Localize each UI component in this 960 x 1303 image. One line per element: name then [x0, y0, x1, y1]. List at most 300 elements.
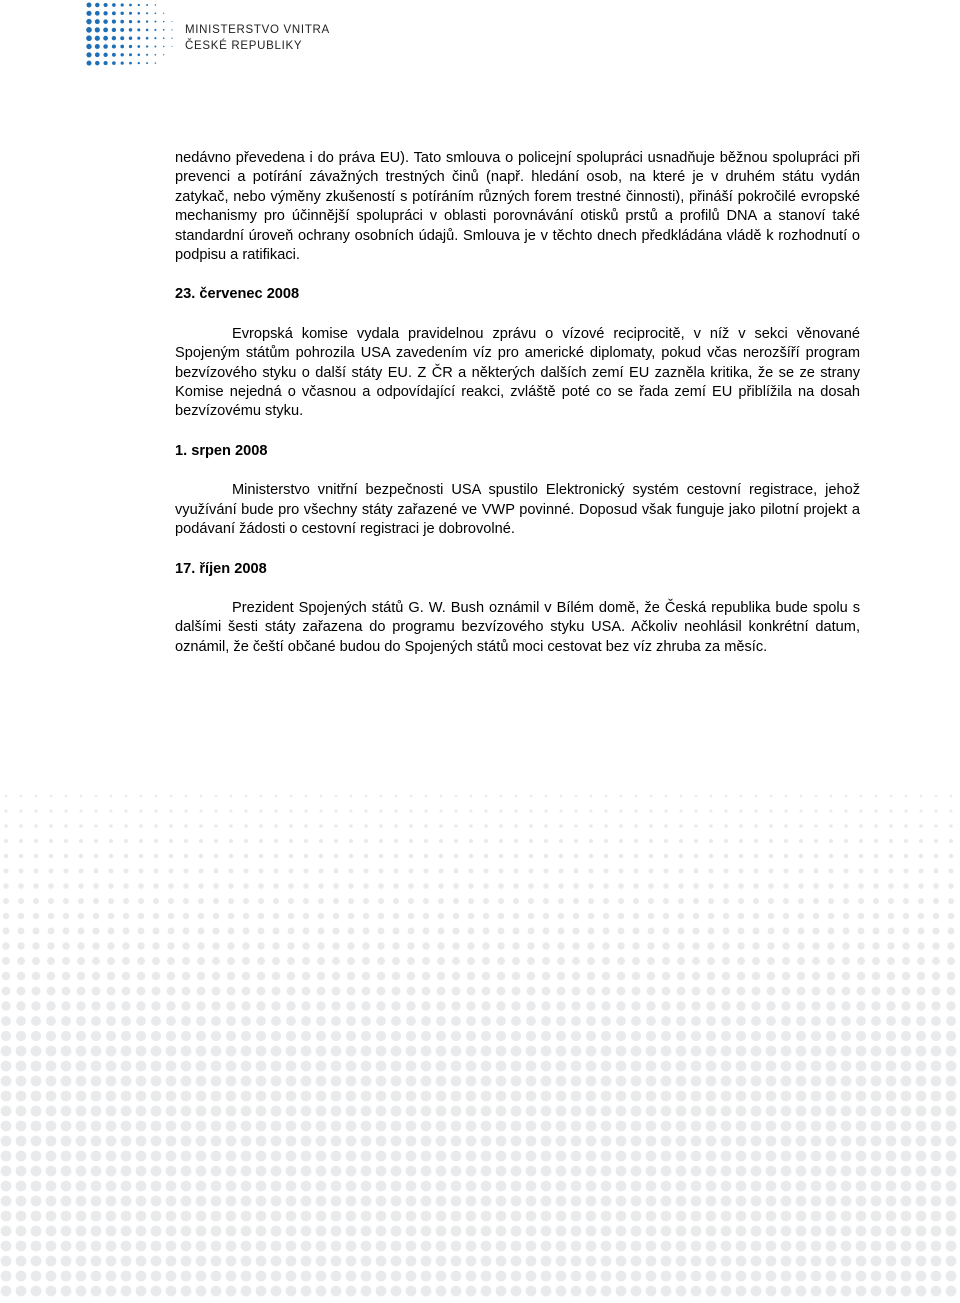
background-dot: [783, 913, 789, 919]
background-dot: [738, 928, 745, 935]
background-dot: [499, 824, 503, 828]
background-dot: [466, 1016, 476, 1026]
logo-line-1: MINISTERSTVO VNITRA: [185, 24, 330, 36]
background-dot: [451, 1001, 460, 1010]
background-dot: [63, 913, 69, 919]
background-dot: [706, 1226, 717, 1237]
background-dot: [586, 1091, 597, 1102]
background-dot: [616, 1061, 627, 1072]
background-dot: [346, 1016, 356, 1026]
background-dot: [603, 883, 609, 889]
background-dot: [181, 1031, 191, 1041]
background-dot: [332, 957, 340, 965]
background-dot: [32, 972, 40, 980]
background-dot: [241, 1286, 252, 1297]
background-dot: [706, 1136, 717, 1147]
background-dot: [784, 854, 789, 859]
background-dot: [601, 1076, 612, 1087]
background-dot: [541, 1136, 552, 1147]
background-dot: [316, 1226, 327, 1237]
background-dot: [752, 987, 761, 996]
background-dot: [946, 1166, 957, 1177]
background-dot: [871, 1091, 882, 1102]
background-dot: [181, 1046, 192, 1057]
background-dot: [916, 1046, 927, 1057]
background-dot: [691, 1271, 702, 1282]
background-dot: [18, 898, 24, 904]
background-dot: [91, 1121, 102, 1132]
background-dot: [541, 1181, 552, 1192]
background-dot: [904, 839, 908, 843]
background-dot: [545, 795, 548, 798]
background-dot: [709, 824, 713, 828]
background-dot: [211, 1106, 222, 1117]
background-dot: [754, 839, 758, 843]
logo-dot: [163, 21, 164, 22]
background-dot: [436, 1001, 445, 1010]
background-dot: [811, 1091, 822, 1102]
background-dot: [661, 1181, 672, 1192]
background-dot: [152, 942, 159, 949]
background-dot: [377, 987, 386, 996]
background-dot: [679, 854, 684, 859]
background-dot: [31, 1241, 42, 1252]
background-dot: [121, 1256, 132, 1267]
background-dot: [76, 1151, 87, 1162]
background-dot: [46, 1001, 55, 1010]
background-dot: [571, 1031, 581, 1041]
background-dot: [587, 987, 596, 996]
background-dot: [184, 854, 189, 859]
background-dot: [77, 987, 86, 996]
background-dot: [437, 942, 444, 949]
background-dot: [751, 1286, 762, 1297]
background-dot: [843, 883, 849, 889]
background-dot: [376, 1031, 386, 1041]
background-dot: [408, 913, 414, 919]
logo-dot: [129, 20, 132, 23]
background-dot: [348, 928, 355, 935]
background-dot: [318, 928, 325, 935]
background-dot: [738, 868, 743, 873]
background-dot: [316, 1241, 327, 1252]
background-dot: [454, 824, 458, 828]
background-dot: [421, 1016, 431, 1026]
background-dot: [843, 928, 850, 935]
background-dot: [768, 913, 774, 919]
background-dot: [886, 1031, 896, 1041]
background-dot: [931, 1241, 942, 1252]
background-dot: [286, 1181, 297, 1192]
background-dot: [856, 1091, 867, 1102]
background-dot: [496, 1016, 506, 1026]
background-dot: [661, 1076, 672, 1087]
background-dot: [649, 854, 654, 859]
background-dot: [46, 1106, 57, 1117]
background-dot: [271, 1106, 282, 1117]
background-dot: [677, 957, 685, 965]
background-dot: [166, 1196, 177, 1207]
background-dot: [481, 1196, 492, 1207]
background-dot: [544, 839, 548, 843]
background-dot: [616, 1271, 627, 1282]
background-dot: [646, 1106, 657, 1117]
background-dot: [31, 1106, 42, 1117]
background-dot: [841, 1241, 852, 1252]
background-dot: [196, 1076, 207, 1087]
background-dot: [79, 854, 84, 859]
background-dot: [391, 1076, 402, 1087]
background-dot: [436, 1256, 447, 1267]
background-dot: [436, 1106, 447, 1117]
background-dot: [844, 824, 848, 828]
background-dot: [605, 795, 608, 798]
background-dot: [871, 1106, 882, 1117]
background-dot: [826, 1211, 837, 1222]
background-dot: [783, 898, 789, 904]
background-dot: [811, 1256, 822, 1267]
background-dot: [647, 942, 654, 949]
background-dot: [46, 1241, 57, 1252]
background-dot: [901, 1061, 912, 1072]
background-dot: [168, 868, 173, 873]
background-dot: [91, 1151, 102, 1162]
background-dot: [841, 1286, 852, 1297]
background-dot: [376, 1106, 387, 1117]
background-dot: [872, 972, 880, 980]
background-dot: [391, 1256, 402, 1267]
background-dot: [1, 1136, 12, 1147]
background-dot: [467, 972, 475, 980]
background-dot: [31, 1001, 40, 1010]
background-dot: [751, 1151, 762, 1162]
background-dot: [212, 972, 220, 980]
background-dot: [106, 1076, 117, 1087]
background-dot: [901, 1271, 912, 1282]
background-dot: [722, 942, 729, 949]
background-dot: [799, 854, 804, 859]
background-dot: [841, 1196, 852, 1207]
logo-dot: [129, 45, 132, 48]
background-dot: [211, 1271, 222, 1282]
background-dot: [452, 987, 461, 996]
background-dot: [468, 898, 474, 904]
background-dot: [706, 1196, 717, 1207]
background-dot: [541, 1166, 552, 1177]
background-dot: [901, 1121, 912, 1132]
background-dot: [451, 1121, 462, 1132]
background-dot: [226, 1016, 236, 1026]
background-dot: [767, 957, 775, 965]
background-dot: [706, 1106, 717, 1117]
background-dot: [498, 868, 503, 873]
background-dot: [616, 1181, 627, 1192]
background-dot: [590, 795, 593, 798]
background-dot: [16, 1061, 27, 1072]
background-dot: [377, 957, 385, 965]
background-dot: [196, 1046, 207, 1057]
background-dot: [61, 1166, 72, 1177]
background-dot: [1, 1196, 12, 1207]
background-dot: [271, 1031, 281, 1041]
background-dot: [347, 957, 355, 965]
logo-dot: [95, 19, 100, 24]
background-dot: [946, 1241, 957, 1252]
background-dot: [676, 1001, 685, 1010]
background-dot: [347, 942, 354, 949]
background-dot: [422, 987, 431, 996]
background-dot: [422, 972, 430, 980]
background-dot: [811, 1031, 821, 1041]
background-dot: [272, 942, 279, 949]
background-dot: [196, 1256, 207, 1267]
background-dot: [736, 1196, 747, 1207]
background-dot: [302, 942, 309, 949]
background-dot: [211, 1151, 222, 1162]
background-dot: [331, 1046, 342, 1057]
background-dot: [648, 883, 654, 889]
background-dot: [526, 1076, 537, 1087]
background-dot: [766, 1226, 777, 1237]
background-dot: [784, 809, 787, 812]
background-dot: [826, 1001, 835, 1010]
logo-dot: [155, 62, 156, 63]
background-dot: [91, 1181, 102, 1192]
background-dot: [736, 1166, 747, 1177]
background-dot: [256, 1136, 267, 1147]
background-dot: [316, 1091, 327, 1102]
background-dot: [496, 1046, 507, 1057]
background-dot: [886, 1121, 897, 1132]
background-dot: [526, 1256, 537, 1267]
background-dot: [676, 1256, 687, 1267]
background-dot: [556, 1106, 567, 1117]
background-dot: [813, 868, 818, 873]
background-dot: [901, 1001, 910, 1010]
background-dot: [618, 898, 624, 904]
background-dot: [901, 1286, 912, 1297]
logo-dot: [112, 61, 116, 65]
background-dot: [123, 868, 128, 873]
background-dot: [151, 1241, 162, 1252]
background-dot: [136, 1196, 147, 1207]
background-dot: [91, 1001, 100, 1010]
entry-text: Prezident Spojených států G. W. Bush oznámil v Bílém domě, že Česká republika bude spolu s dalšími šesti státy zařazena do programu bezvízového styku USA. Ačkoliv neohlásil konkrétní datum, oznámil, že čeští občané budou do Spojených států moci cestovat bez víz zhruba za měsíc.: [175, 599, 860, 655]
background-dot: [559, 824, 563, 828]
background-dot: [677, 987, 686, 996]
background-dot: [691, 1181, 702, 1192]
background-dot: [571, 1061, 582, 1072]
background-dot: [19, 854, 24, 859]
background-dot: [484, 824, 488, 828]
background-dot: [376, 1001, 385, 1010]
background-dot: [94, 839, 98, 843]
background-dot: [391, 1046, 402, 1057]
background-dot: [856, 1256, 867, 1267]
background-dot: [706, 1181, 717, 1192]
background-dot: [61, 1046, 72, 1057]
background-dot: [346, 1031, 356, 1041]
background-dot: [496, 1226, 507, 1237]
background-dot: [916, 1076, 927, 1087]
background-dot: [647, 972, 655, 980]
background-dot: [768, 868, 773, 873]
background-dot: [258, 898, 264, 904]
background-dot: [918, 898, 924, 904]
background-dot: [392, 972, 400, 980]
background-dot: [65, 795, 68, 798]
background-dot: [858, 883, 864, 889]
background-dot: [421, 1241, 432, 1252]
background-dot: [872, 987, 881, 996]
background-dot: [678, 868, 683, 873]
background-dot: [151, 1166, 162, 1177]
background-dot: [466, 1196, 477, 1207]
background-dot: [391, 1166, 402, 1177]
background-dot: [256, 1001, 265, 1010]
background-dot: [513, 868, 518, 873]
background-dot: [196, 1286, 207, 1297]
background-dot: [436, 1151, 447, 1162]
background-dot: [46, 1076, 57, 1087]
background-dot: [528, 898, 534, 904]
background-dot: [166, 1181, 177, 1192]
background-dot: [407, 972, 415, 980]
background-dot: [601, 1241, 612, 1252]
background-dot: [497, 987, 506, 996]
background-dot: [886, 1181, 897, 1192]
background-dot: [256, 1151, 267, 1162]
background-dot: [646, 1241, 657, 1252]
background-dot: [723, 868, 728, 873]
background-dot: [121, 1001, 130, 1010]
background-dot: [466, 1121, 477, 1132]
background-dot: [844, 809, 847, 812]
background-dot: [931, 1181, 942, 1192]
background-dot: [136, 1121, 147, 1132]
background-dot: [919, 809, 922, 812]
background-dot: [721, 1106, 732, 1117]
background-dot: [466, 1151, 477, 1162]
background-dot: [919, 824, 923, 828]
background-dot: [796, 1091, 807, 1102]
background-dot: [48, 898, 54, 904]
background-dot: [259, 809, 262, 812]
background-dot: [721, 1181, 732, 1192]
background-dot: [931, 1106, 942, 1117]
background-dot: [393, 868, 398, 873]
background-dot: [781, 1106, 792, 1117]
background-dot: [92, 972, 100, 980]
background-dot: [604, 839, 608, 843]
background-dot: [214, 809, 217, 812]
background-dot: [782, 972, 790, 980]
background-dot: [362, 957, 370, 965]
background-dot: [857, 942, 864, 949]
background-dot: [740, 795, 743, 798]
background-dot: [676, 1031, 686, 1041]
background-dot: [575, 795, 578, 798]
background-dot: [573, 913, 579, 919]
background-dot: [361, 1091, 372, 1102]
background-dot: [694, 809, 697, 812]
background-dot: [318, 898, 324, 904]
background-dot: [123, 883, 129, 889]
background-dot: [455, 795, 458, 798]
background-dot: [259, 854, 264, 859]
background-dot: [556, 1001, 565, 1010]
background-dot: [618, 883, 624, 889]
background-dot: [151, 1196, 162, 1207]
background-dot: [841, 1211, 852, 1222]
background-dot: [80, 795, 83, 798]
background-dot: [46, 1061, 57, 1072]
background-dot: [211, 1181, 222, 1192]
background-dot: [215, 795, 218, 798]
background-dot: [2, 972, 10, 980]
background-dot: [931, 1166, 942, 1177]
background-dot: [843, 868, 848, 873]
background-dot: [2, 987, 11, 996]
background-dot: [1, 1256, 12, 1267]
background-dot: [211, 1166, 222, 1177]
background-dot: [931, 1121, 942, 1132]
background-dot: [466, 1166, 477, 1177]
background-dot: [496, 1031, 506, 1041]
background-dot: [796, 1286, 807, 1297]
logo-dot: [120, 12, 123, 15]
background-dot: [754, 809, 757, 812]
background-dot: [436, 1046, 447, 1057]
background-dot: [151, 1226, 162, 1237]
background-dot: [241, 1046, 252, 1057]
background-dot: [16, 1256, 27, 1267]
background-dot: [841, 1136, 852, 1147]
background-dot: [542, 942, 549, 949]
background-dot: [949, 839, 953, 843]
background-dot: [526, 1136, 537, 1147]
logo-dot: [86, 35, 92, 41]
background-dot: [91, 1271, 102, 1282]
background-dot: [751, 1076, 762, 1087]
background-dot: [812, 957, 820, 965]
background-dot: [601, 1121, 612, 1132]
background-dot: [106, 1016, 116, 1026]
background-dot: [437, 987, 446, 996]
background-dot: [709, 839, 713, 843]
background-dot: [376, 1091, 387, 1102]
background-dot: [271, 1256, 282, 1267]
background-dot: [76, 1031, 86, 1041]
background-dot: [481, 1031, 491, 1041]
background-dot: [151, 1091, 162, 1102]
background-dot: [874, 809, 877, 812]
background-dot: [841, 1031, 851, 1041]
background-dot: [454, 809, 457, 812]
background-dot: [46, 1136, 57, 1147]
background-dot: [109, 839, 113, 843]
background-dot: [31, 1166, 42, 1177]
background-dot: [271, 1211, 282, 1222]
background-dot: [211, 1001, 220, 1010]
background-dot: [574, 839, 578, 843]
background-dot: [691, 1046, 702, 1057]
background-dot: [16, 1091, 27, 1102]
background-dot: [856, 1046, 867, 1057]
background-dot: [331, 1061, 342, 1072]
background-dot: [512, 987, 521, 996]
background-dot: [33, 898, 39, 904]
